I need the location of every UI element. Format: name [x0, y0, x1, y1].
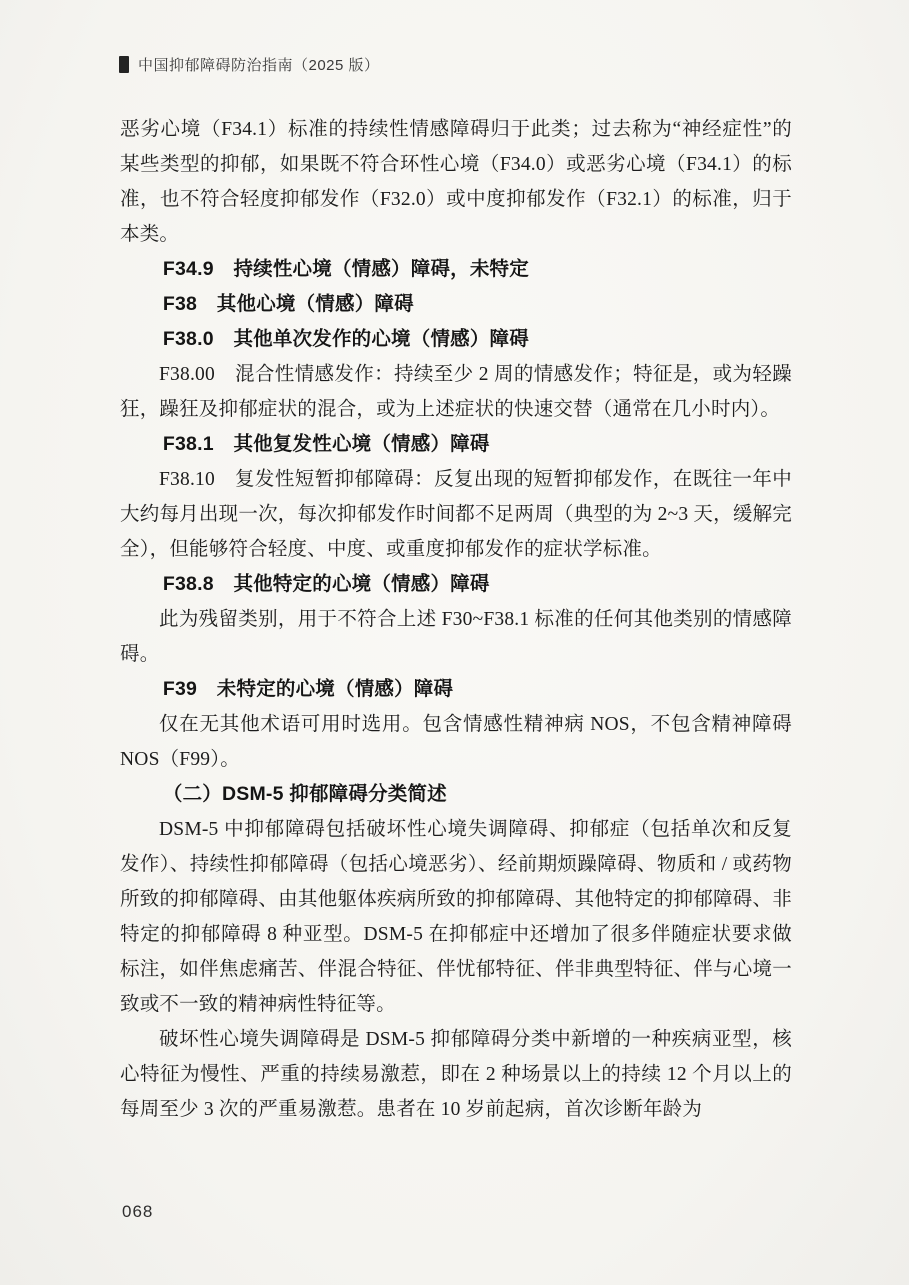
- heading-f38-1: F38.1 其他复发性心境（情感）障碍: [162, 433, 490, 455]
- heading-f38: F38 其他心境（情感）障碍: [162, 293, 414, 315]
- book-title: 中国抑郁障碍防治指南（2025 版）: [138, 57, 380, 74]
- heading-f34-9: F34.9 持续性心境（情感）障碍，未特定: [162, 258, 529, 280]
- paragraph-dmdd: 破坏性心境失调障碍是 DSM-5 抑郁障碍分类中新增的一种疾病亚型，核心特征为慢性、严重的持续易激惹，即在 2 种场景以上的持续 12 个月以上的每周至少 3 次的严重易激惹。患者在 10 岁前起病，首次诊断年龄为: [120, 1029, 792, 1120]
- paragraph-dsm5-overview: DSM-5 中抑郁障碍包括破坏性心境失调障碍、抑郁症（包括单次和反复发作）、持续性抑郁障碍（包括心境恶劣）、经前期烦躁障碍、物质和 / 或药物所致的抑郁障碍、由其他躯体疾病所致的抑郁障碍、其他特定的抑郁障碍、非特定的抑郁障碍 8 种亚型。DSM-5 在抑郁症中还增加了很多伴随症状要求做标注，如伴焦虑痛苦、伴混合特征、伴忧郁特征、伴非典型特征、伴与心境一致或不一致的精神病性特征等。: [120, 819, 792, 1015]
- heading-dsm5-section: （二）DSM-5 抑郁障碍分类简述: [162, 783, 447, 805]
- paragraph-f38-10: F38.10 复发性短暂抑郁障碍：反复出现的短暂抑郁发作，在既往一年中大约每月出现一次，每次抑郁发作时间都不足两周（典型的为 2~3 天，缓解完全），但能够符合轻度、中度、或重度抑郁发作的症状学标准。: [120, 469, 792, 560]
- paragraph-f38-00: F38.00 混合性情感发作：持续至少 2 周的情感发作；特征是，或为轻躁狂，躁狂及抑郁症状的混合，或为上述症状的快速交替（通常在几小时内）。: [120, 364, 792, 420]
- paragraph-f38-8-body: 此为残留类别，用于不符合上述 F30~F38.1 标准的任何其他类别的情感障碍。: [120, 609, 792, 665]
- paragraph-f34-continuation: 恶劣心境（F34.1）标准的持续性情感障碍归于此类；过去称为“神经症性”的某些类型的抑郁，如果既不符合环性心境（F34.0）或恶劣心境（F34.1）的标准，也不符合轻度抑郁发作（F32.0）或中度抑郁发作（F32.1）的标准，归于本类。: [120, 119, 792, 245]
- vertical-bar-icon: [119, 56, 129, 73]
- heading-f38-0: F38.0 其他单次发作的心境（情感）障碍: [162, 328, 529, 350]
- running-header: [119, 54, 380, 75]
- heading-f39: F39 未特定的心境（情感）障碍: [162, 678, 454, 700]
- paragraph-f39-body: 仅在无其他术语可用时选用。包含情感性精神病 NOS，不包含精神障碍 NOS（F99）。: [120, 714, 792, 770]
- heading-f38-8: F38.8 其他特定的心境（情感）障碍: [162, 573, 490, 595]
- page-number: 068: [122, 1202, 154, 1221]
- page-content: [120, 112, 792, 1127]
